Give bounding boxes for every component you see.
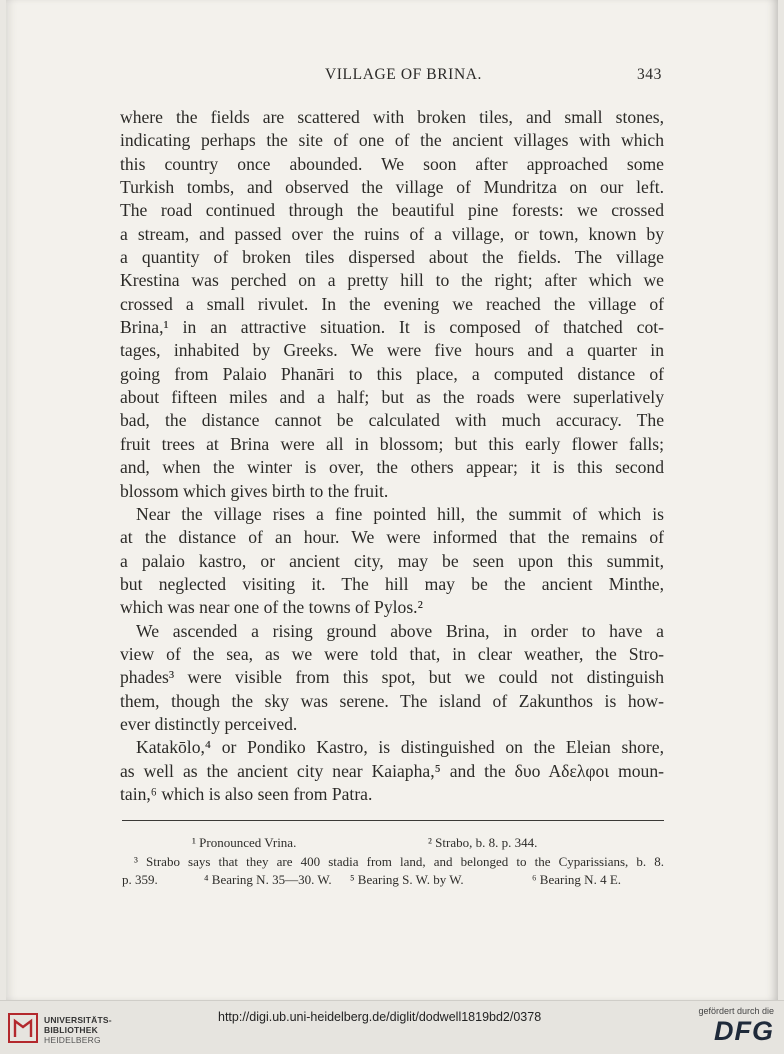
- body-text: [120, 106, 664, 806]
- footnote-divider: [122, 820, 664, 821]
- text-line: a palaio kastro, or ancient city, may be seen upon this summit,: [120, 550, 664, 571]
- footnotes: [122, 834, 664, 890]
- text-line: Turkish tombs, and observed the village of Mundritza on our left.: [120, 177, 664, 198]
- footnote-1: ¹ Pronounced Vrina.: [192, 835, 297, 850]
- footnote-4: ⁴ Bearing N. 35—30. W.: [204, 872, 332, 887]
- text-line: which was near one of the towns of Pylos.²: [120, 597, 423, 618]
- text-line: a quantity of broken tiles dispersed about the fields. The village: [120, 247, 664, 268]
- text-line: blossom which gives birth to the fruit.: [120, 480, 389, 501]
- text-line: at the distance of an hour. We were informed that the remains of: [120, 527, 664, 548]
- text-line: crossed a small rivulet. In the evening we reached the village of: [120, 293, 664, 314]
- text-line: view of the sea, as we were told that, in clear weather, the Stro-: [120, 643, 664, 664]
- footnote-row: [122, 834, 664, 853]
- text-line: bad, the distance cannot be calculated with much accuracy. The: [120, 410, 664, 431]
- text-line: The road continued through the beautiful pine forests: we crossed: [120, 200, 664, 221]
- footnote-5: ⁵ Bearing S. W. by W.: [350, 872, 464, 887]
- text-line: Krestina was perched on a pretty hill to the right; after which we: [120, 270, 664, 291]
- dfg-logo: DFG: [714, 1016, 774, 1046]
- footnote-row: [122, 871, 664, 890]
- text-line: them, though the sky was serene. The island of Zakunthos is how-: [120, 690, 664, 711]
- permalink[interactable]: http://digi.ub.uni-heidelberg.de/diglit/dodwell1819bd2/0378: [218, 1010, 542, 1024]
- book-page: [6, 0, 778, 1000]
- library-line-2: BIBLIOTHEK: [44, 1025, 98, 1035]
- text-line: this country once abounded. We soon after approached some: [120, 153, 664, 174]
- text-line: fruit trees at Brina were all in blossom; but this early flower falls;: [120, 433, 664, 454]
- text-line: We ascended a rising ground above Brina, in order to have a: [136, 620, 664, 641]
- funder-logo[interactable]: [664, 1006, 774, 1050]
- library-line-3: HEIDELBERG: [44, 1035, 101, 1045]
- funder-note: gefördert durch die: [698, 1006, 774, 1016]
- library-line-1: UNIVERSITÄTS-: [44, 1015, 112, 1025]
- text-line: indicating perhaps the site of one of the ancient villages with which: [120, 130, 664, 151]
- library-name: [44, 1015, 112, 1045]
- text-line: Katakōlo,⁴ or Pondiko Kastro, is distinguished on the Eleian shore,: [136, 737, 664, 758]
- footnote-6: ⁶ Bearing N. 4 E.: [532, 872, 622, 887]
- footnote-3: ³ Strabo says that they are 400 stadia from land, and belonged to the Cyparissians, b. 8.: [134, 853, 664, 869]
- text-line: Brina,¹ in an attractive situation. It is composed of thatched cot-: [120, 317, 664, 338]
- text-line: ever distinctly perceived.: [120, 713, 298, 734]
- library-logo[interactable]: [8, 1009, 128, 1049]
- text-line: tages, inhabited by Greeks. We were five hours and a quarter in: [120, 340, 664, 361]
- footnote-2: ² Strabo, b. 8. p. 344.: [428, 835, 538, 850]
- page-number: 343: [636, 66, 662, 83]
- page-title: VILLAGE OF BRINA.: [325, 66, 483, 83]
- text-line: and, when the winter is over, the others appear; it is this second: [120, 457, 664, 478]
- text-line: Near the village rises a fine pointed hill, the summit of which is: [136, 503, 664, 524]
- text-line: but neglected visiting it. The hill may be the ancient Minthe,: [120, 573, 664, 594]
- footnote-3-continued: p. 359.: [122, 872, 158, 887]
- text-line: about fifteen miles and a half; but as the roads were superlatively: [120, 387, 664, 408]
- text-line: tain,⁶ which is also seen from Patra.: [120, 783, 373, 804]
- text-line: as well as the ancient city near Kaiapha,⁵ and the δυο Αδελφοι moun-: [120, 760, 664, 781]
- text-line: phades³ were visible from this spot, but we could not distinguish: [120, 667, 664, 688]
- text-line: where the fields are scattered with broken tiles, and small stones,: [120, 107, 664, 127]
- footnote-row: [122, 853, 664, 872]
- library-seal-icon: [8, 1013, 38, 1043]
- text-line: a stream, and passed over the ruins of a village, or town, known by: [120, 223, 664, 244]
- footer-bar: [0, 1000, 784, 1054]
- text-line: going from Palaio Phanāri to this place, a computed distance of: [120, 363, 664, 384]
